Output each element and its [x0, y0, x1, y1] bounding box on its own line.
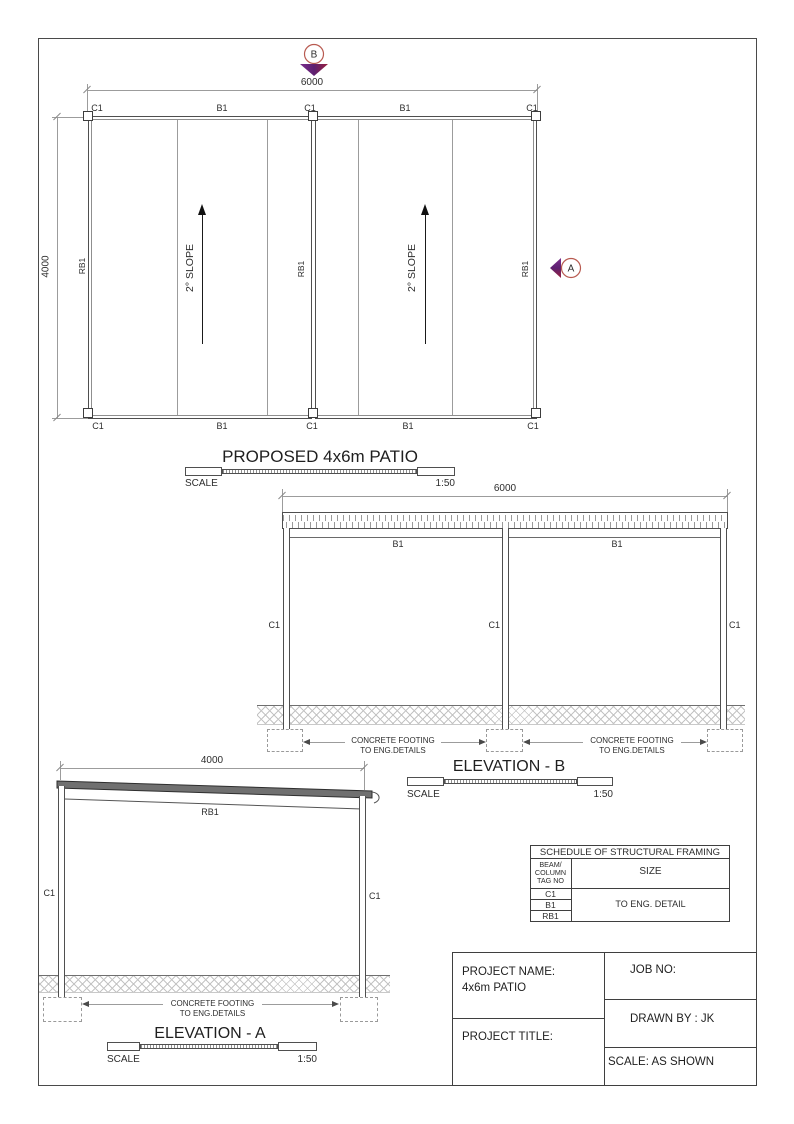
tag-label-b1: B1 [216, 103, 228, 113]
tag-label-c1: C1 [92, 421, 104, 431]
footing-note-line2: TO ENG.DETAILS [179, 1008, 246, 1018]
slope-note: 2° SLOPE [406, 244, 418, 292]
drawn-by-label: DRAWN BY : JK [630, 1013, 715, 1025]
tag-label-c1: C1 [527, 421, 539, 431]
project-name-label: PROJECT NAME: [462, 966, 556, 978]
scale-word: SCALE [107, 1054, 140, 1065]
footing-dashed [340, 997, 378, 1022]
leader-arrow-icon [82, 1001, 89, 1007]
leader-arrow-icon [332, 1001, 339, 1007]
elev-a-title: ELEVATION - A [154, 1025, 266, 1042]
slope-note: 2° SLOPE [184, 244, 196, 292]
beam-label-b1: B1 [611, 539, 623, 549]
elev-b-roof-sheeting [282, 512, 728, 529]
tag-label-c1: C1 [526, 103, 538, 113]
rafter-line [452, 120, 453, 415]
leader-line [681, 742, 702, 743]
tag-label-b1: B1 [399, 103, 411, 113]
leader-arrow-icon [523, 739, 530, 745]
col1-line1: BEAM/ [539, 860, 562, 869]
footing-dashed [707, 729, 743, 752]
scale-bar-end [407, 777, 444, 786]
footing-note-line2: TO ENG.DETAILS [360, 745, 426, 755]
col1-line3: TAG NO [536, 876, 565, 886]
tag-label-c1: C1 [306, 421, 318, 431]
section-letter-a: A [567, 263, 575, 275]
col1-line2: COLUMN [534, 868, 567, 878]
plan-dim-height: 4000 [40, 255, 52, 278]
dim-line [60, 768, 365, 769]
leader-line [441, 742, 481, 743]
footing-dashed [486, 729, 523, 752]
elev-a-dim: 4000 [200, 755, 224, 766]
leader-line [528, 742, 583, 743]
scale-bar-end [278, 1042, 317, 1051]
schedule-tag-rb1: RB1 [542, 911, 559, 921]
scale-ratio: 1:50 [593, 789, 613, 800]
plan-title: PROPOSED 4x6m PATIO [222, 447, 418, 466]
tag-label-c1: C1 [304, 103, 316, 113]
beam-label-b1: B1 [392, 539, 404, 549]
scale-bar-end [185, 467, 222, 476]
plan-column-c1 [308, 408, 318, 418]
schedule-title: SCHEDULE OF STRUCTURAL FRAMING [539, 847, 721, 858]
rafter-line [177, 120, 178, 415]
section-arrow-left [550, 258, 561, 278]
slope-arrow-head-icon [198, 204, 206, 215]
tag-label-rb1: RB1 [520, 260, 530, 278]
elev-b-column [283, 528, 290, 729]
plan-column-c1 [531, 408, 541, 418]
plan-column-c1 [83, 408, 93, 418]
roof-sheet [57, 781, 372, 798]
rafter-line [358, 120, 359, 415]
footing-note [165, 999, 260, 1018]
elev-b-column [502, 528, 509, 729]
scale-bar-end [107, 1042, 140, 1051]
footing-note [346, 736, 440, 755]
scale-bar-end [577, 777, 613, 786]
footing-note-line1: CONCRETE FOOTING [170, 999, 255, 1008]
footing-note-line1: CONCRETE FOOTING [351, 736, 435, 745]
project-name-value: 4x6m PATIO [462, 982, 527, 994]
tag-label-rb1: RB1 [296, 260, 306, 278]
job-no-label: JOB NO: [630, 964, 677, 976]
column-label-c1: C1 [268, 620, 280, 630]
section-marker-a-icon [548, 250, 584, 286]
leader-line [87, 1004, 163, 1005]
schedule-col1-header [530, 861, 571, 886]
column-label-c1: C1 [488, 620, 500, 630]
leader-arrow-icon [479, 739, 486, 745]
column-label-c1: C1 [369, 891, 381, 901]
scale-bar-middle [444, 779, 577, 784]
leader-line [262, 1004, 334, 1005]
footing-note [585, 736, 679, 755]
schedule-col2-header: SIZE [639, 866, 662, 877]
title-block-line [604, 952, 605, 1086]
slope-arrow-shaft [425, 215, 426, 344]
slope-arrow-head-icon [421, 204, 429, 215]
tag-label-rb1: RB1 [77, 257, 87, 275]
scale-word: SCALE [185, 478, 218, 489]
dim-line [57, 117, 58, 419]
project-title-label: PROJECT TITLE: [462, 1031, 553, 1043]
title-block-line [604, 999, 757, 1000]
schedule-tag-b1: B1 [545, 900, 556, 910]
tag-label-b1: B1 [402, 421, 414, 431]
elev-a-ground-hatch [39, 975, 390, 993]
footing-note-line2: TO ENG.DETAILS [599, 745, 665, 755]
slope-arrow-shaft [202, 215, 203, 344]
title-block-line [452, 1018, 604, 1019]
gutter-hook [372, 792, 379, 803]
plan-dim-width: 6000 [300, 77, 324, 88]
elev-b-column [720, 528, 727, 729]
schedule-tag-c1: C1 [545, 889, 556, 899]
elev-a-column [359, 796, 366, 997]
scale-bar-middle [140, 1044, 278, 1049]
elev-b-dim: 6000 [493, 483, 517, 494]
leader-arrow-icon [700, 739, 707, 745]
title-block-line [604, 1047, 757, 1048]
plan-middle-beam [311, 116, 316, 419]
leader-line [308, 742, 345, 743]
scale-ratio: 1:50 [297, 1054, 317, 1065]
scale-ratio: 1:50 [435, 478, 455, 489]
elev-b-ground-hatch [257, 705, 745, 725]
section-marker-b-icon [296, 42, 332, 82]
section-arrow-down [300, 64, 328, 76]
elev-b-title: ELEVATION - B [452, 758, 566, 775]
beam-label-rb1: RB1 [201, 807, 219, 817]
scale-bar-end [417, 467, 455, 476]
scale-label: SCALE: AS SHOWN [608, 1056, 715, 1068]
dim-line [282, 496, 728, 497]
leader-arrow-icon [303, 739, 310, 745]
footing-note-line1: CONCRETE FOOTING [590, 736, 674, 745]
scale-bar-middle [222, 469, 417, 474]
tag-label-c1: C1 [91, 103, 103, 113]
elev-a-column [58, 786, 65, 997]
footing-dashed [267, 729, 303, 752]
tag-label-b1: B1 [216, 421, 228, 431]
footing-dashed [43, 997, 82, 1022]
column-label-c1: C1 [729, 620, 741, 630]
scale-word: SCALE [407, 789, 440, 800]
schedule-size-note: TO ENG. DETAIL [615, 899, 686, 909]
rafter-line [267, 120, 268, 415]
column-label-c1: C1 [43, 888, 55, 898]
dim-line [87, 90, 538, 91]
section-letter-b: B [310, 49, 318, 61]
schedule-line [530, 858, 730, 859]
